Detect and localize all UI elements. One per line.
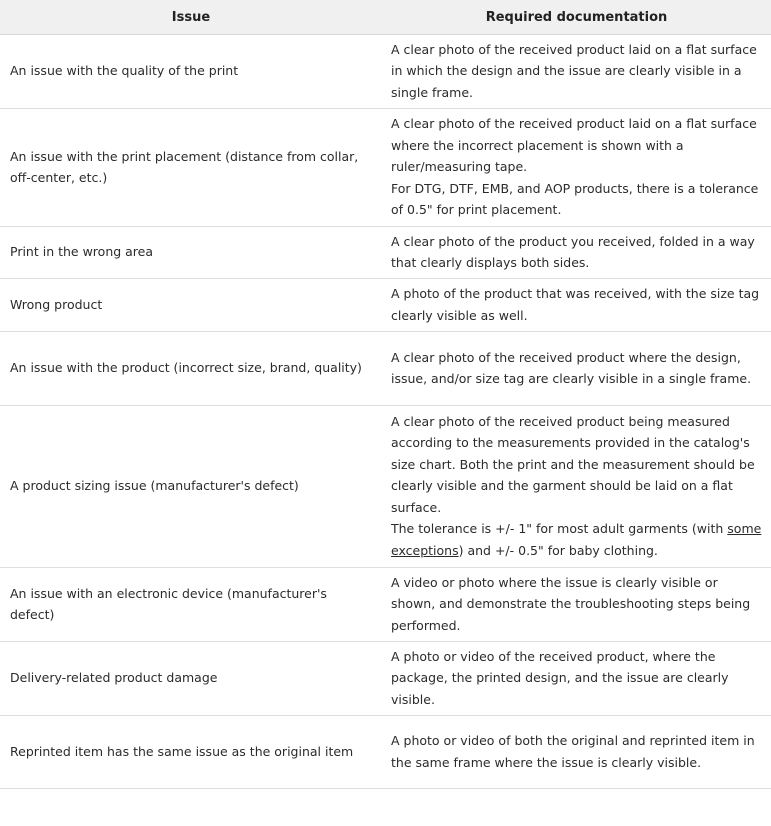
- column-header-issue: Issue: [0, 0, 382, 35]
- table-body: [0, 35, 771, 789]
- documentation-text: A photo or video of the received product, where the package, the printed design, and the issue are clearly visible.: [391, 648, 729, 707]
- issue-cell: An issue with the product (incorrect size, brand, quality): [0, 332, 382, 406]
- documentation-text: A clear photo of the product you received, folded in a way that clearly displays both sides.: [391, 233, 755, 270]
- table-header: [0, 0, 771, 35]
- documentation-cell: [382, 406, 771, 568]
- column-header-documentation: Required documentation: [382, 0, 771, 35]
- documentation-text: A clear photo of the received product laid on a flat surface in which the design and the issue are clearly visible in a single frame.: [391, 41, 757, 100]
- documentation-cell: [382, 35, 771, 109]
- tolerance-text-before: The tolerance is +/- 1" for most adult garments (with: [391, 521, 728, 537]
- documentation-text: A photo or video of both the original and reprinted item in the same frame where the issue is clearly visible.: [391, 733, 755, 770]
- table-row: [0, 109, 771, 227]
- documentation-text: A photo of the product that was received, with the size tag clearly visible as well.: [391, 286, 760, 323]
- table-row: [0, 279, 771, 332]
- table-row: [0, 406, 771, 568]
- issue-cell: An issue with the print placement (distance from collar, off-center, etc.): [0, 109, 382, 227]
- issue-cell: Print in the wrong area: [0, 227, 382, 279]
- documentation-cell: [382, 568, 771, 642]
- table-row: [0, 35, 771, 109]
- documentation-cell: [382, 227, 771, 279]
- issue-cell: Delivery-related product damage: [0, 642, 382, 716]
- table-row: [0, 642, 771, 716]
- table-row: [0, 332, 771, 406]
- table-row: [0, 227, 771, 279]
- documentation-text: For DTG, DTF, EMB, and AOP products, there is a tolerance of 0.5" for print placement.: [391, 180, 759, 218]
- table-row: [0, 568, 771, 642]
- header-row: [0, 0, 771, 35]
- documentation-cell: [382, 109, 771, 227]
- documentation-text: A clear photo of the received product being measured according to the measurements provided in the catalog's size chart. Both the print and the measurement should be clearly visible and the garment should be laid on a flat surface.: [391, 413, 755, 515]
- documentation-text: A clear photo of the received product laid on a flat surface where the incorrect placement is shown with a ruler/measuring tape.: [391, 116, 757, 175]
- tolerance-text-after: ) and +/- 0.5" for baby clothing.: [458, 542, 658, 558]
- table-row: [0, 716, 771, 789]
- issue-cell: A product sizing issue (manufacturer's defect): [0, 406, 382, 568]
- documentation-cell: [382, 332, 771, 406]
- documentation-cell: [382, 279, 771, 332]
- issue-cell: Wrong product: [0, 279, 382, 332]
- documentation-text: A video or photo where the issue is clearly visible or shown, and demonstrate the troubleshooting steps being performed.: [391, 574, 751, 633]
- issue-cell: An issue with an electronic device (manufacturer's defect): [0, 568, 382, 642]
- some-exceptions-link[interactable]: some exceptions: [391, 521, 762, 558]
- documentation-text: A clear photo of the received product where the design, issue, and/or size tag are clearly visible in a single frame.: [391, 349, 752, 386]
- issue-cell: Reprinted item has the same issue as the original item: [0, 716, 382, 789]
- documentation-cell: [382, 642, 771, 716]
- tolerance-text: [391, 518, 763, 561]
- documentation-cell: [382, 716, 771, 789]
- issue-cell: An issue with the quality of the print: [0, 35, 382, 109]
